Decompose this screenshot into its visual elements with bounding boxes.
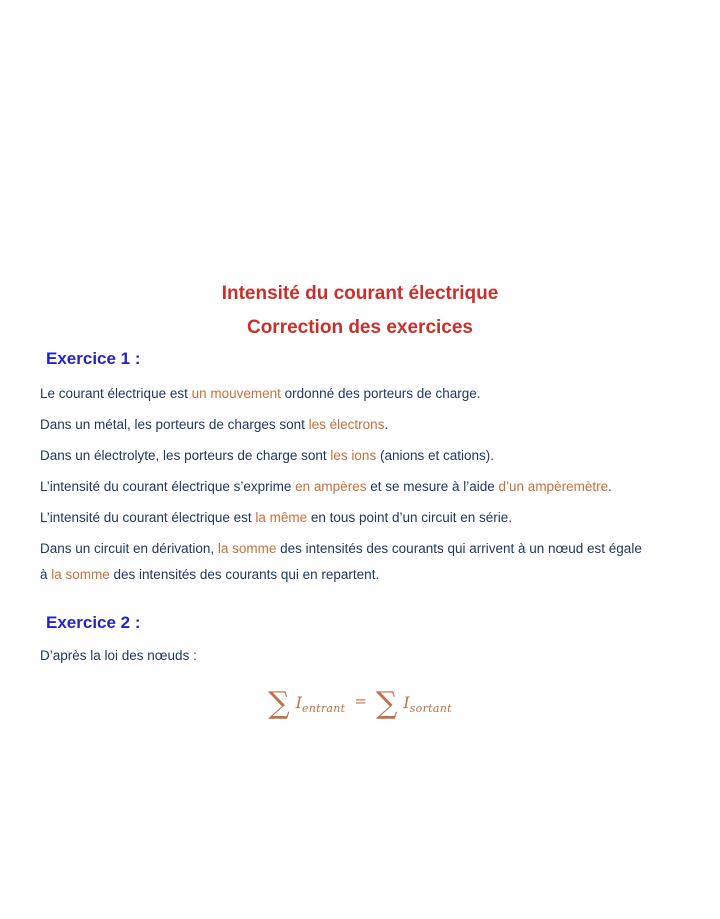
text-run: L’intensité du courant électrique s’exprime [40, 479, 296, 494]
paragraph-node-law-intro: D’après la loi des nœuds : [40, 648, 197, 663]
text-run: (anions et cations). [376, 448, 495, 463]
title-line-1: Intensité du courant électrique [221, 283, 499, 304]
paragraph-line [40, 562, 708, 588]
accent-run: la somme [51, 567, 110, 582]
accent-run: les électrons [308, 417, 385, 432]
text-run: Le courant électrique est [40, 386, 192, 401]
text-run: des intensités des courants qui en repartent. [109, 567, 380, 582]
paragraph-metal-carriers [40, 412, 708, 438]
paragraph-series-circuit [40, 505, 708, 531]
paragraph-node-law [40, 536, 708, 588]
exercise-1-heading: Exercice 1 : [46, 349, 141, 368]
accent-run: la même [255, 510, 308, 525]
text-run: ordonné des porteurs de charge. [280, 386, 481, 401]
accent-run: les ions [330, 448, 377, 463]
equals-sign: = [354, 692, 367, 710]
accent-run: d’un ampèremètre [498, 479, 609, 494]
title-line-2: Correction des exercices [246, 317, 473, 338]
text-run: Dans un métal, les porteurs de charges sont [40, 417, 309, 432]
paragraph-electrolyte-carriers [40, 443, 708, 469]
subscript-entrant: entrant [301, 702, 346, 716]
text-run: . [384, 417, 389, 432]
text-run: Dans un électrolyte, les porteurs de charge sont [40, 448, 331, 463]
accent-run: la somme [217, 541, 277, 556]
text-run: Dans un circuit en dérivation, [40, 541, 218, 556]
exercise-2-heading: Exercice 2 : [46, 613, 141, 632]
sigma-symbol: ∑ [268, 686, 290, 721]
text-run: en tous point d’un circuit en série. [307, 510, 513, 525]
current-leaving-symbol: I [403, 693, 410, 712]
current-entering-symbol: I [295, 693, 302, 712]
accent-run: en ampères [295, 479, 367, 494]
text-run: . [608, 479, 612, 494]
text-run: des intensités des courants qui arrivent à un nœud est égale [276, 541, 642, 556]
sigma-symbol: ∑ [375, 686, 398, 721]
text-run: L’intensité du courant électrique est [40, 510, 256, 525]
subscript-sortant: sortant [409, 702, 452, 716]
paragraph-current-definition [40, 381, 708, 407]
accent-run: un mouvement [191, 386, 281, 401]
paragraph-intensity-unit [40, 474, 708, 500]
paragraph-line [40, 536, 708, 562]
formula-kirchhoff-current-law [0, 679, 720, 723]
exercise-2-section [0, 612, 720, 723]
text-run: et se mesure à l’aide [366, 479, 499, 494]
exercise-1-section [0, 348, 720, 588]
text-run: à [40, 567, 52, 582]
document-title [0, 0, 720, 345]
